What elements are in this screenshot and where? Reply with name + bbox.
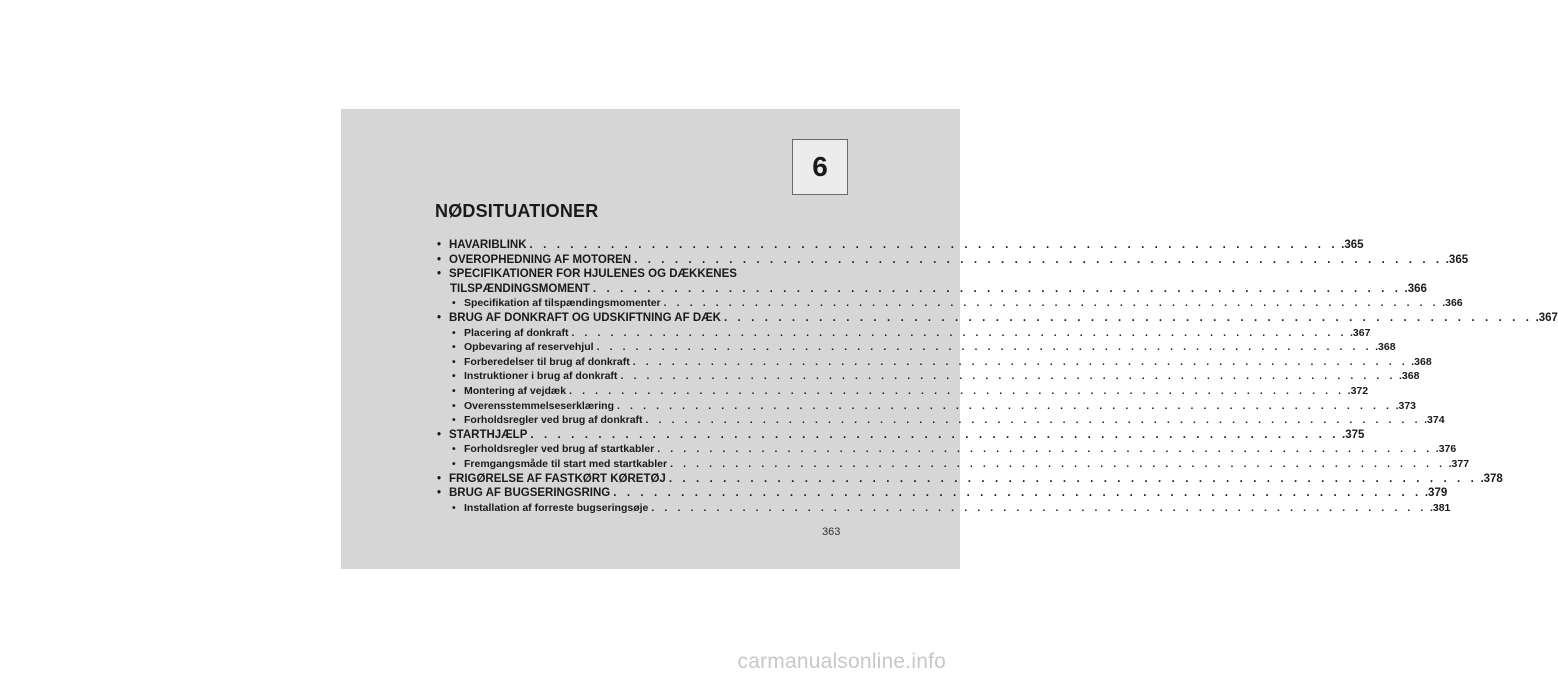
- dot-leader: . . . . . . . . . . . . . . . . . . . . . . . . . . . . . . . . . . . . . . . . . . . . . . . . . . . . . . . . . . . .: [632, 355, 1409, 368]
- bullet-icon: •: [452, 355, 456, 368]
- toc-entry-label: Forholdsregler ved brug af donkraft: [464, 414, 643, 427]
- toc-entry-label: SPECIFIKATIONER FOR HJULENES OG DÆKKENES: [449, 268, 737, 281]
- toc-entry-label: Opbevaring af reservehjul: [464, 341, 594, 354]
- bullet-icon: •: [437, 487, 442, 500]
- toc-entry-page: .367: [1350, 326, 1371, 339]
- toc-entry[interactable]: [452, 295, 1463, 310]
- dot-leader: . . . . . . . . . . . . . . . . . . . . . . . . . . . . . . . . . . . . . . . . . . . . . . . . . . . . . . . . . . . .: [670, 458, 1446, 470]
- bullet-icon: •: [437, 253, 442, 266]
- dot-leader: . . . . . . . . . . . . . . . . . . . . . . . . . . . . . . . . . . . . . . . . . . . . . . . . . . . . . . . . . . . .: [657, 443, 1433, 456]
- bullet-icon: •: [452, 458, 456, 470]
- toc-entry[interactable]: [437, 485, 1448, 500]
- dot-leader: . . . . . . . . . . . . . . . . . . . . . . . . . . . . . . . . . . . . . . . . . . . . . . . . . . . . . . . . . . . .: [571, 326, 1348, 339]
- dot-leader: . . . . . . . . . . . . . . . . . . . . . . . . . . . . . . . . . . . . . . . . . . . . . . . . . . . . . . . . . . . .: [634, 253, 1443, 266]
- toc-entry[interactable]: [437, 252, 1469, 266]
- bullet-icon: •: [452, 297, 456, 310]
- toc-entry[interactable]: [452, 368, 1420, 383]
- toc-entry[interactable]: [437, 237, 1364, 251]
- toc-entry-label: Forberedelser til brug af donkraft: [464, 355, 630, 368]
- toc-entry-label: OVEROPHEDNING AF MOTOREN: [449, 253, 632, 266]
- bullet-icon: •: [437, 268, 442, 281]
- dot-leader: . . . . . . . . . . . . . . . . . . . . . . . . . . . . . . . . . . . . . . . . . . . . . . . . . . . . . . . . . . . .: [620, 370, 1396, 383]
- chapter-number-box: 6: [792, 139, 848, 195]
- toc-entry-page: .366: [1404, 282, 1427, 295]
- bullet-icon: •: [437, 472, 442, 485]
- toc-entry-page: .381: [1429, 501, 1451, 514]
- dot-leader: . . . . . . . . . . . . . . . . . . . . . . . . . . . . . . . . . . . . . . . . . . . . . . . . . . . . . . . . . . . .: [530, 428, 1339, 441]
- toc-entry-label: Fremgangsmåde til start med startkabler: [464, 458, 668, 470]
- dot-leader: . . . . . . . . . . . . . . . . . . . . . . . . . . . . . . . . . . . . . . . . . . . . . . . . . . . . . . . . . . . .: [592, 282, 1402, 295]
- watermark: carmanualsonline.info: [737, 650, 946, 673]
- toc-entry-label: Montering af vejdæk: [464, 385, 567, 397]
- toc-entry[interactable]: [452, 383, 1369, 397]
- bullet-icon: •: [452, 501, 456, 514]
- toc-entry[interactable]: [452, 354, 1432, 368]
- toc-entry[interactable]: [437, 471, 1503, 485]
- dot-leader: . . . . . . . . . . . . . . . . . . . . . . . . . . . . . . . . . . . . . . . . . . . . . . . . . . . . . . . . . . . .: [569, 385, 1345, 397]
- toc-entry-label: HAVARIBLINK: [449, 239, 527, 251]
- toc-entry[interactable]: [452, 500, 1451, 514]
- chapter-title: NØDSITUATIONER: [435, 201, 599, 221]
- toc-entry[interactable]: [452, 456, 1470, 470]
- toc-entry-label: TILSPÆNDINGSMOMENT: [450, 282, 590, 295]
- bullet-icon: •: [452, 341, 456, 354]
- toc-entry-label: Overensstemmelseserklæring: [464, 399, 614, 412]
- toc-entry-label: Instruktioner i brug af donkraft: [464, 370, 618, 383]
- toc-entry-label: BRUG AF DONKRAFT OG UDSKIFTNING AF DÆK: [449, 312, 721, 324]
- toc-entry-page: .365: [1445, 253, 1469, 266]
- toc-entry-page: .374: [1424, 414, 1445, 427]
- toc-entry[interactable]: [437, 310, 1558, 324]
- toc-entry-page: .372: [1347, 385, 1369, 397]
- toc-entry-label: Specifikation af tilspændingsmomenter: [464, 297, 661, 310]
- toc-entry-page: .376: [1435, 443, 1457, 456]
- dot-leader: . . . . . . . . . . . . . . . . . . . . . . . . . . . . . . . . . . . . . . . . . . . . . . . . . . . . . . . . . . . .: [668, 472, 1478, 485]
- toc-entry-page: .373: [1395, 399, 1416, 412]
- page-number: 363: [822, 526, 841, 538]
- toc-entry-label: STARTHJÆLP: [449, 428, 528, 441]
- toc-entry-page: .378: [1480, 472, 1503, 485]
- toc-entry-page: .368: [1399, 370, 1420, 383]
- toc-entry-page: .365: [1341, 239, 1364, 251]
- toc-entry-label: Installation af forreste bugseringsøje: [464, 501, 649, 514]
- toc-entry-page: .366: [1442, 297, 1463, 310]
- toc-entry[interactable]: [437, 266, 848, 280]
- toc-entry[interactable]: [452, 398, 1416, 412]
- bullet-icon: •: [437, 428, 442, 441]
- bullet-icon: •: [437, 312, 442, 324]
- toc-entry[interactable]: [437, 427, 1365, 441]
- bullet-icon: •: [452, 370, 456, 383]
- toc-entry-page: .375: [1342, 428, 1365, 441]
- bullet-icon: •: [452, 399, 456, 412]
- bullet-icon: •: [452, 385, 456, 397]
- bullet-icon: •: [437, 239, 442, 251]
- toc-entry[interactable]: [452, 339, 1396, 354]
- dot-leader: . . . . . . . . . . . . . . . . . . . . . . . . . . . . . . . . . . . . . . . . . . . . . . . . . . . . . . . . . . . .: [596, 341, 1373, 354]
- toc-entry[interactable]: [452, 325, 1371, 339]
- toc-entry-page: .367: [1535, 312, 1558, 324]
- toc-entry[interactable]: [452, 412, 1445, 427]
- toc-entry-label: Forholdsregler ved brug af startkabler: [464, 443, 655, 456]
- toc-entry-page: .377: [1448, 458, 1470, 470]
- toc-entry[interactable]: [452, 441, 1457, 456]
- dot-leader: . . . . . . . . . . . . . . . . . . . . . . . . . . . . . . . . . . . . . . . . . . . . . . . . . . . . . . . . . . . .: [645, 414, 1422, 427]
- dot-leader: . . . . . . . . . . . . . . . . . . . . . . . . . . . . . . . . . . . . . . . . . . . . . . . . . . . . . . . . . . . .: [663, 297, 1440, 310]
- toc-entry[interactable]: [450, 281, 1427, 295]
- bullet-icon: •: [452, 414, 456, 427]
- dot-leader: . . . . . . . . . . . . . . . . . . . . . . . . . . . . . . . . . . . . . . . . . . . . . . . . . . . . . . . . . . . .: [723, 312, 1533, 324]
- toc-entry-page: .379: [1424, 487, 1448, 500]
- toc-entry-page: .368: [1411, 355, 1432, 368]
- dot-leader: . . . . . . . . . . . . . . . . . . . . . . . . . . . . . . . . . . . . . . . . . . . . . . . . . . . . . . . . . . . .: [651, 501, 1427, 514]
- toc-entry-page: .368: [1375, 341, 1396, 354]
- toc-entry-label: Placering af donkraft: [464, 326, 569, 339]
- dot-leader: . . . . . . . . . . . . . . . . . . . . . . . . . . . . . . . . . . . . . . . . . . . . . . . . . . . . . . . . . . . .: [613, 487, 1422, 500]
- bullet-icon: •: [452, 443, 456, 456]
- toc-entry-label: FRIGØRELSE AF FASTKØRT KØRETØJ: [449, 472, 666, 485]
- bullet-icon: •: [452, 326, 456, 339]
- dot-leader: . . . . . . . . . . . . . . . . . . . . . . . . . . . . . . . . . . . . . . . . . . . . . . . . . . . . . . . . . . . .: [529, 239, 1339, 251]
- dot-leader: . . . . . . . . . . . . . . . . . . . . . . . . . . . . . . . . . . . . . . . . . . . . . . . . . . . . . . . . . . . .: [617, 399, 1393, 412]
- toc-entry-label: BRUG AF BUGSERINGSRING: [449, 487, 611, 500]
